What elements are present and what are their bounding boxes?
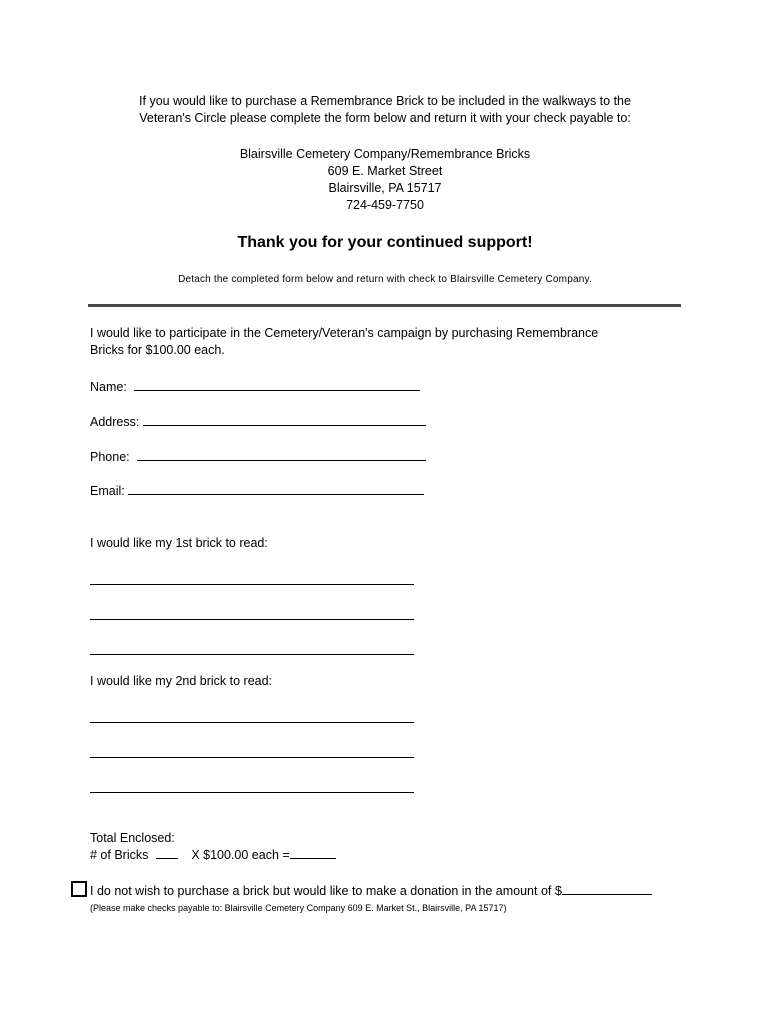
bricks-price-label: X $100.00 each = [191, 848, 290, 862]
address-label: Address: [90, 415, 140, 429]
detach-instructions: Detach the completed form below and return with check to Blairsville Cemetery Company. [178, 274, 592, 285]
bricks-count-input[interactable] [156, 846, 178, 859]
donation-row [90, 882, 652, 898]
brick1-line-2[interactable] [90, 619, 414, 620]
email-label: Email: [90, 484, 125, 498]
name-field[interactable] [90, 378, 420, 394]
brick2-line-3[interactable] [90, 792, 414, 793]
total-enclosed-label: Total Enclosed: [90, 831, 175, 845]
donation-note: (Please make checks payable to: Blairsville Cemetery Company 609 E. Market St., Blairsville, PA 15717) [90, 903, 507, 913]
address-street: 609 E. Market Street [327, 164, 443, 178]
name-label: Name: [90, 380, 127, 394]
intro-line-2: Veteran's Circle please complete the form below and return it with your check payable to: [139, 111, 631, 125]
brick1-label: I would like my 1st brick to read: [90, 536, 268, 550]
name-input-line[interactable] [134, 378, 420, 391]
brick1-line-1[interactable] [90, 584, 414, 585]
participate-line-1: I would like to participate in the Cemetery/Veteran's campaign by purchasing Remembrance [90, 326, 599, 340]
phone-label: Phone: [90, 450, 130, 464]
thank-you-heading: Thank you for your continued support! [237, 234, 533, 251]
address-phone: 724-459-7750 [346, 198, 424, 212]
donation-checkbox[interactable] [71, 881, 87, 897]
address-org: Blairsville Cemetery Company/Remembrance Bricks [239, 147, 531, 161]
brick2-label: I would like my 2nd brick to read: [90, 674, 273, 688]
brick1-line-3[interactable] [90, 654, 414, 655]
phone-input-line[interactable] [137, 448, 426, 461]
address-field[interactable] [90, 413, 426, 429]
donation-text: I do not wish to purchase a brick but would like to make a donation in the amount of $ [90, 884, 562, 898]
email-field[interactable] [90, 482, 424, 498]
bricks-total-input[interactable] [290, 846, 336, 859]
address-input-line[interactable] [143, 413, 426, 426]
address-city: Blairsville, PA 15717 [328, 181, 442, 195]
participate-line-2: Bricks for $100.00 each. [90, 343, 225, 357]
bricks-total-row [90, 846, 336, 862]
intro-line-1: If you would like to purchase a Remembrance Brick to be included in the walkways to the [139, 94, 631, 108]
detach-divider [88, 304, 681, 307]
donation-amount-input[interactable] [562, 882, 652, 895]
bricks-count-label: # of Bricks [90, 848, 149, 862]
brick2-line-2[interactable] [90, 757, 414, 758]
brick2-line-1[interactable] [90, 722, 414, 723]
phone-field[interactable] [90, 448, 426, 464]
email-input-line[interactable] [128, 482, 424, 495]
